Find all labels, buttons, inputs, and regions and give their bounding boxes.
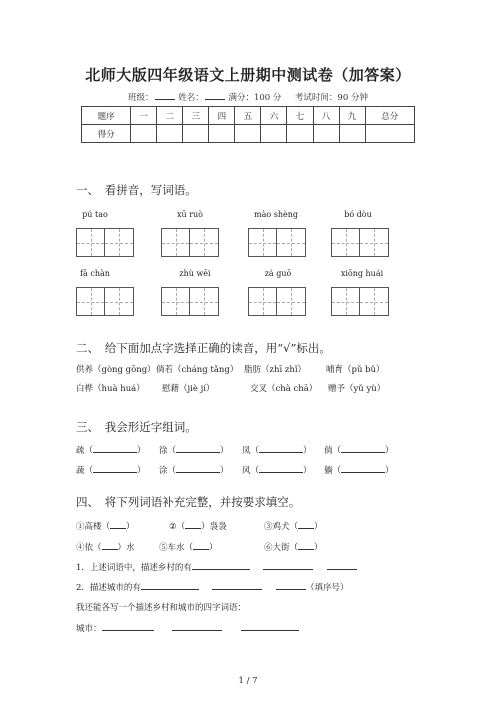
answer-blank[interactable] <box>141 580 199 590</box>
score-cell <box>339 125 365 143</box>
answer-blank[interactable] <box>341 463 385 473</box>
section-3-heading: 三、 我会形近字组词。 <box>76 420 197 434</box>
section-4-heading: 四、 将下列词语补充完整，并按要求填空。 <box>76 495 301 509</box>
score-header: 六 <box>261 107 287 125</box>
paren-close: ） <box>137 446 146 456</box>
paren-close: ） <box>385 446 394 456</box>
score-header: 题序 <box>82 107 131 125</box>
answer-blank[interactable] <box>185 519 201 529</box>
score-label: 满分：100 分 <box>228 93 282 103</box>
question-note: （填序号） <box>305 583 349 593</box>
question-1 <box>76 560 357 573</box>
class-label: 班级： <box>128 93 154 103</box>
score-header: 二 <box>157 107 183 125</box>
answer-blank[interactable] <box>176 463 220 473</box>
reading-item: 交叉（chà chā） <box>250 384 318 394</box>
score-header: 一 <box>131 107 157 125</box>
score-cell <box>235 125 261 143</box>
idiom-text: ①高楼（ <box>76 522 111 532</box>
question-2 <box>76 580 348 593</box>
name-blank <box>205 91 225 100</box>
page-title: 北师大版四年级语文上册期中测试卷（加答案） <box>85 66 411 84</box>
answer-blank[interactable] <box>276 580 306 590</box>
answer-blank[interactable] <box>241 621 299 631</box>
pinyin: zhù wēi <box>179 269 211 278</box>
idiom-text: ⑥大街（ <box>264 543 299 553</box>
paren-close: ） <box>303 466 312 476</box>
answer-blank[interactable] <box>212 580 262 590</box>
char-prompt: 涂（ <box>159 466 177 476</box>
paren-close: ） <box>303 446 312 456</box>
idiom-text: ②（ <box>169 522 186 532</box>
reading-item: 慰藉（jiè jí） <box>162 384 215 394</box>
writing-grid[interactable] <box>248 287 306 316</box>
pinyin: pú tao <box>82 210 108 219</box>
question-text: 2．描述城市的有 <box>76 583 141 593</box>
writing-grid[interactable] <box>76 228 134 257</box>
writing-grid[interactable] <box>161 287 219 316</box>
answer-blank[interactable] <box>102 621 154 631</box>
answer-blank[interactable] <box>102 540 118 550</box>
score-header-row <box>82 107 415 125</box>
section-2-heading: 二、 给下面加点字选择正确的读音，用“√”标出。 <box>76 341 331 355</box>
score-header: 总分 <box>365 107 414 125</box>
char-prompt: 徐（ <box>159 446 177 456</box>
idiom-text: ） <box>314 543 323 553</box>
similar-char-row-2 <box>76 463 394 476</box>
reading-item: 供养（gòng gōng） <box>76 365 156 375</box>
char-prompt: 凤（ <box>242 446 260 456</box>
score-header: 七 <box>287 107 313 125</box>
reading-item: 哺育（pǔ bǔ） <box>326 365 385 375</box>
answer-blank[interactable] <box>176 443 220 453</box>
score-header: 八 <box>313 107 339 125</box>
writing-grid[interactable] <box>248 228 306 257</box>
idiom-text: ） <box>314 522 323 532</box>
idiom-text: ）水 <box>117 543 135 553</box>
pinyin: xiōng huái <box>340 269 384 278</box>
question-text: 1．上述词语中，描述乡村的有 <box>76 563 192 573</box>
score-header: 四 <box>209 107 235 125</box>
idiom-text: ⑤车水（ <box>159 543 194 553</box>
idiom-row-1 <box>76 519 323 532</box>
idiom-text: ） <box>126 522 135 532</box>
page-number: 1 / 7 <box>238 676 258 686</box>
answer-blank[interactable] <box>93 463 137 473</box>
score-cell <box>287 125 313 143</box>
score-cell <box>365 125 414 143</box>
pinyin: zá guō <box>264 269 292 278</box>
question-3: 我还能各写一个描述乡村和城市的四字词语： <box>76 603 247 613</box>
writing-grid[interactable] <box>76 287 134 316</box>
reading-item: 脂肪（zhī zhǐ） <box>244 365 307 375</box>
score-cell <box>313 125 339 143</box>
answer-blank[interactable] <box>172 621 222 631</box>
time-label: 考试时间：90 分钟 <box>294 93 368 103</box>
paren-close: ） <box>137 466 146 476</box>
score-cell <box>183 125 209 143</box>
writing-grid[interactable] <box>161 228 219 257</box>
answer-blank[interactable] <box>298 519 314 529</box>
char-prompt: 倘（ <box>324 446 342 456</box>
char-prompt: 疏（ <box>76 446 94 456</box>
idiom-text: ④依（ <box>76 543 102 553</box>
score-header: 九 <box>339 107 365 125</box>
paren-close: ） <box>385 466 394 476</box>
answer-blank[interactable] <box>327 560 357 570</box>
reading-item: 倘若（cháng tǎng） <box>156 365 239 375</box>
question-text: 城市： <box>76 624 102 634</box>
score-row-label: 得分 <box>82 125 131 143</box>
answer-blank[interactable] <box>192 560 250 570</box>
section-1-heading: 一、 看拼音，写词语。 <box>76 183 197 197</box>
answer-blank[interactable] <box>263 560 313 570</box>
idiom-text: ）袅袅 <box>201 522 227 532</box>
answer-blank[interactable] <box>341 443 385 453</box>
answer-blank[interactable] <box>193 540 209 550</box>
writing-grid[interactable] <box>331 287 389 316</box>
pinyin: bó dòu <box>344 210 372 219</box>
score-cell <box>157 125 183 143</box>
score-cell <box>261 125 287 143</box>
idiom-text: ③鸡犬（ <box>264 522 299 532</box>
pinyin: xū ruò <box>177 210 203 219</box>
char-prompt: 蔬（ <box>76 466 94 476</box>
reading-item: 白桦（huà huá） <box>76 384 145 394</box>
answer-blank[interactable] <box>259 463 303 473</box>
answer-blank[interactable] <box>110 519 126 529</box>
class-blank <box>155 91 175 100</box>
paren-close: ） <box>220 466 229 476</box>
reading-row-1 <box>76 363 385 375</box>
answer-blank[interactable] <box>93 443 137 453</box>
reading-row-2 <box>76 382 385 394</box>
similar-char-row-1 <box>76 443 394 456</box>
score-header: 三 <box>183 107 209 125</box>
char-prompt: 躺（ <box>324 466 342 476</box>
exam-info <box>0 91 496 103</box>
question-4 <box>76 621 299 634</box>
char-prompt: 风（ <box>242 466 260 476</box>
paren-close: ） <box>220 446 229 456</box>
pinyin: fā chàn <box>80 269 110 278</box>
pinyin: mào shèng <box>254 210 298 219</box>
score-cell <box>209 125 235 143</box>
answer-blank[interactable] <box>298 540 314 550</box>
score-cell <box>131 125 157 143</box>
answer-blank[interactable] <box>259 443 303 453</box>
score-value-row <box>82 125 415 143</box>
idiom-text: ） <box>209 543 218 553</box>
writing-grid[interactable] <box>331 228 389 257</box>
idiom-row-2 <box>76 540 323 553</box>
reading-item: 赠予（yǔ yù） <box>328 384 386 394</box>
score-table <box>81 106 415 143</box>
name-label: 姓名： <box>178 93 204 103</box>
score-header: 五 <box>235 107 261 125</box>
